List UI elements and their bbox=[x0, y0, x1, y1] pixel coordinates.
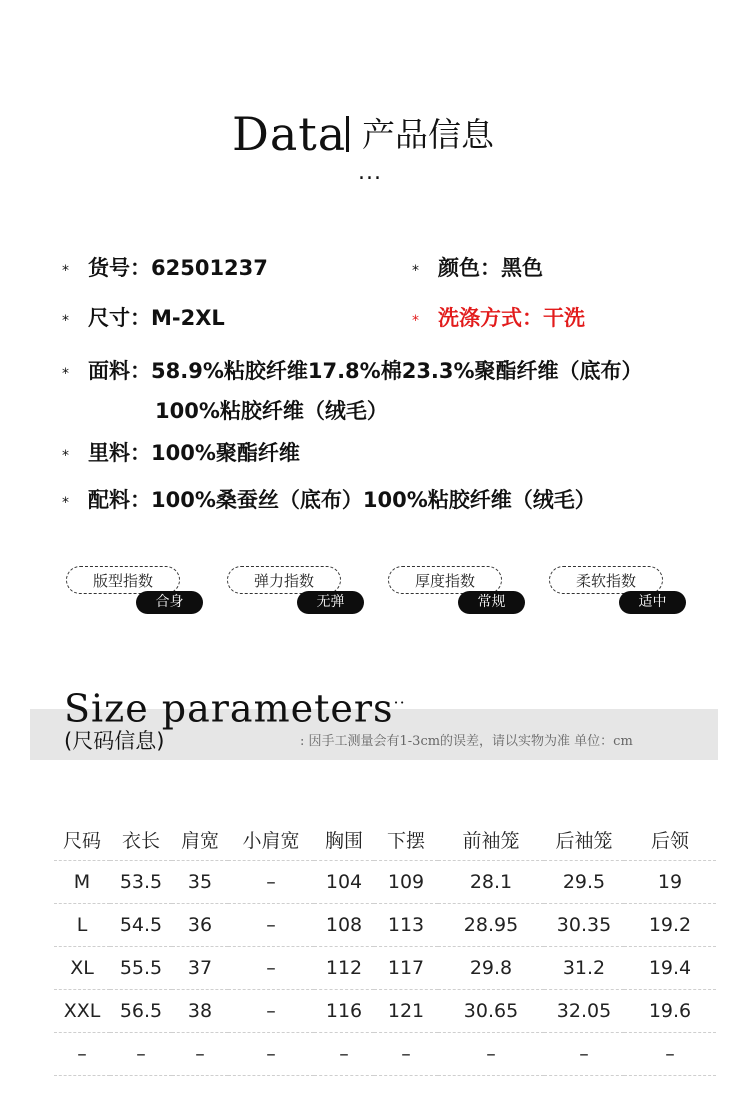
table-cell: – bbox=[54, 1033, 110, 1076]
col-header: 肩宽 bbox=[172, 818, 228, 861]
table-row bbox=[54, 990, 716, 1033]
table-header-row bbox=[54, 818, 716, 861]
index-label: 版型指数 bbox=[66, 566, 180, 594]
col-header: 衣长 bbox=[110, 818, 172, 861]
col-header: 小肩宽 bbox=[228, 818, 314, 861]
table-cell: 30.65 bbox=[438, 990, 544, 1033]
table-cell: – bbox=[624, 1033, 716, 1076]
table-cell: 29.5 bbox=[544, 861, 624, 904]
item-no-text: 货号：62501237 bbox=[88, 256, 268, 280]
table-cell: 53.5 bbox=[110, 861, 172, 904]
info-fabric-line2 bbox=[155, 396, 388, 426]
table-cell: XXL bbox=[54, 990, 110, 1033]
table-cell: 121 bbox=[374, 990, 438, 1033]
table-cell: 36 bbox=[172, 904, 228, 947]
index-label: 弹力指数 bbox=[227, 566, 341, 594]
col-header: 后领 bbox=[624, 818, 716, 861]
table-cell: – bbox=[228, 990, 314, 1033]
table-cell: – bbox=[228, 861, 314, 904]
table-cell: – bbox=[172, 1033, 228, 1076]
info-item-no bbox=[62, 253, 268, 286]
index-thickness bbox=[388, 566, 528, 616]
table-cell: 19 bbox=[624, 861, 716, 904]
table-cell: 104 bbox=[314, 861, 374, 904]
table-cell: – bbox=[374, 1033, 438, 1076]
table-cell: 116 bbox=[314, 990, 374, 1033]
wash-text: 洗涤方式：干洗 bbox=[438, 306, 585, 330]
table-cell: 28.1 bbox=[438, 861, 544, 904]
table-cell: 108 bbox=[314, 904, 374, 947]
table-cell: M bbox=[54, 861, 110, 904]
accessory-text: 配料：100%桑蚕丝（底布）100%粘胶纤维（绒毛） bbox=[88, 488, 596, 512]
table-cell: – bbox=[314, 1033, 374, 1076]
table-cell: XL bbox=[54, 947, 110, 990]
measurement-note: : 因手工测量会有1-3cm的误差，请以实物为准 单位：cm bbox=[300, 734, 633, 749]
table-cell: 109 bbox=[374, 861, 438, 904]
index-value-tag: 适中 bbox=[619, 591, 686, 614]
title-english: Data bbox=[232, 107, 347, 161]
table-cell: – bbox=[228, 947, 314, 990]
table-cell: 19.6 bbox=[624, 990, 716, 1033]
table-cell: 35 bbox=[172, 861, 228, 904]
size-title-chinese: (尺码信息) bbox=[64, 729, 165, 753]
col-header: 胸围 bbox=[314, 818, 374, 861]
index-softness bbox=[549, 566, 689, 616]
color-text: 颜色：黑色 bbox=[438, 256, 543, 280]
bullet-star-icon: * bbox=[62, 495, 69, 511]
table-cell: 31.2 bbox=[544, 947, 624, 990]
index-elasticity bbox=[227, 566, 367, 616]
title-dots: ... bbox=[358, 160, 382, 185]
index-label: 柔软指数 bbox=[549, 566, 663, 594]
bullet-star-icon: * bbox=[62, 263, 69, 279]
table-cell: – bbox=[438, 1033, 544, 1076]
bullet-star-icon: * bbox=[62, 366, 69, 382]
table-cell: L bbox=[54, 904, 110, 947]
fabric-text-2: 100%粘胶纤维（绒毛） bbox=[155, 399, 388, 423]
table-cell: 113 bbox=[374, 904, 438, 947]
size-text: 尺寸：M-2XL bbox=[88, 306, 225, 330]
table-cell: 117 bbox=[374, 947, 438, 990]
table-cell: 19.2 bbox=[624, 904, 716, 947]
info-accessory bbox=[62, 485, 596, 518]
fabric-text: 面料：58.9%粘胶纤维17.8%棉23.3%聚酯纤维（底布） bbox=[88, 359, 643, 383]
info-lining bbox=[62, 438, 300, 471]
col-header: 后袖笼 bbox=[544, 818, 624, 861]
size-title-text: Size parameters bbox=[64, 686, 394, 731]
table-row bbox=[54, 947, 716, 990]
table-cell: – bbox=[228, 904, 314, 947]
lining-text: 里料：100%聚酯纤维 bbox=[88, 441, 300, 465]
table-cell: 29.8 bbox=[438, 947, 544, 990]
table-row bbox=[54, 861, 716, 904]
table-cell: 54.5 bbox=[110, 904, 172, 947]
info-color bbox=[412, 253, 543, 286]
table-cell: 37 bbox=[172, 947, 228, 990]
table-cell: 28.95 bbox=[438, 904, 544, 947]
table-cell: 32.05 bbox=[544, 990, 624, 1033]
table-cell: 38 bbox=[172, 990, 228, 1033]
index-value-tag: 合身 bbox=[136, 591, 203, 614]
bullet-star-icon: * bbox=[62, 313, 69, 329]
table-cell: – bbox=[110, 1033, 172, 1076]
col-header: 前袖笼 bbox=[438, 818, 544, 861]
size-table bbox=[54, 818, 716, 1076]
table-cell: – bbox=[544, 1033, 624, 1076]
size-title-dots: ·· bbox=[393, 693, 406, 712]
title-chinese: 产品信息 bbox=[362, 115, 494, 154]
info-wash bbox=[412, 303, 585, 336]
table-row bbox=[54, 904, 716, 947]
bullet-star-icon: * bbox=[62, 448, 69, 464]
table-cell: 30.35 bbox=[544, 904, 624, 947]
table-cell: – bbox=[228, 1033, 314, 1076]
index-value-tag: 无弹 bbox=[297, 591, 364, 614]
col-header: 下摆 bbox=[374, 818, 438, 861]
index-fit bbox=[66, 566, 206, 616]
col-header: 尺码 bbox=[54, 818, 110, 861]
table-cell: 112 bbox=[314, 947, 374, 990]
index-label: 厚度指数 bbox=[388, 566, 502, 594]
table-row bbox=[54, 1033, 716, 1076]
bullet-star-icon: * bbox=[412, 313, 419, 329]
info-fabric bbox=[62, 356, 643, 389]
bullet-star-icon: * bbox=[412, 263, 419, 279]
table-cell: 56.5 bbox=[110, 990, 172, 1033]
table-cell: 19.4 bbox=[624, 947, 716, 990]
title-divider bbox=[346, 116, 349, 152]
index-value-tag: 常规 bbox=[458, 591, 525, 614]
table-cell: 55.5 bbox=[110, 947, 172, 990]
info-size bbox=[62, 303, 225, 336]
